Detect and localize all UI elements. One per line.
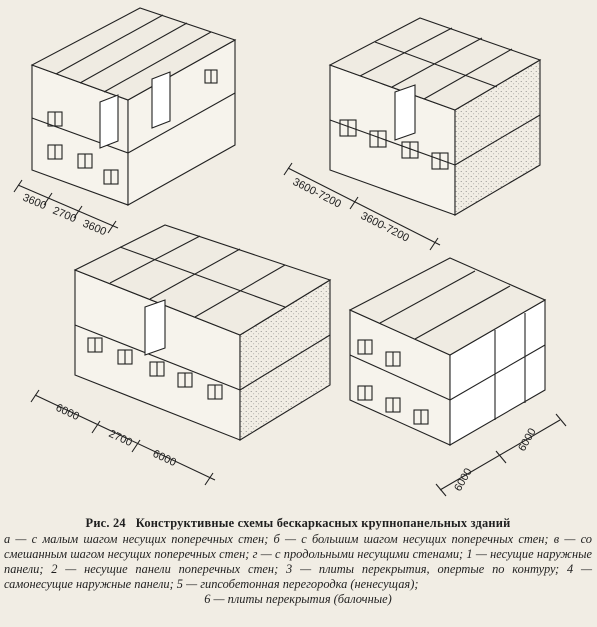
scheme-b-dim-1: 3600-7200: [290, 175, 343, 211]
scheme-a-dim-2: 2700: [50, 204, 79, 226]
scheme-c-dim-1: 6000: [53, 401, 81, 424]
scheme-a-dim-3: 3600: [80, 217, 109, 239]
scheme-c-dim-3: 6000: [150, 447, 178, 470]
figure-label: Рис. 24: [85, 516, 126, 530]
scheme-d-building: [350, 258, 566, 496]
caption-heading: [4, 516, 592, 531]
scheme-b-dim-2: 3600-7200: [358, 209, 411, 245]
caption-body: а — с малым шагом несущих поперечных стен; б — с большим шагом несущих поперечных стен; в — со смешанным шагом несущих поперечных стен; г — с продольными несущими стенами; 1 — несущие наружные панели; 2 — несущие панели поперечных стен; 3 — плиты перекрытия, опертые по контуру; 4 — самонесущие наружные панели; 5 — гипсобетонная перегородка (ненесущая);: [4, 532, 592, 591]
scheme-d-dim-2: 6000: [516, 426, 539, 454]
scheme-c-dim-2: 2700: [106, 427, 134, 450]
scheme-c-building: [31, 225, 330, 485]
scheme-d-dim-1: 6000: [452, 466, 475, 494]
figure-caption: [4, 516, 592, 607]
scheme-b-building: [284, 18, 540, 250]
scheme-a-dim-1: 3600: [20, 191, 49, 213]
caption-last-line: 6 — плиты перекрытия (балочные): [204, 592, 392, 606]
figure-title: Конструктивные схемы бескаркасных крупнопанельных зданий: [135, 516, 511, 530]
scheme-a-building: [14, 8, 235, 233]
